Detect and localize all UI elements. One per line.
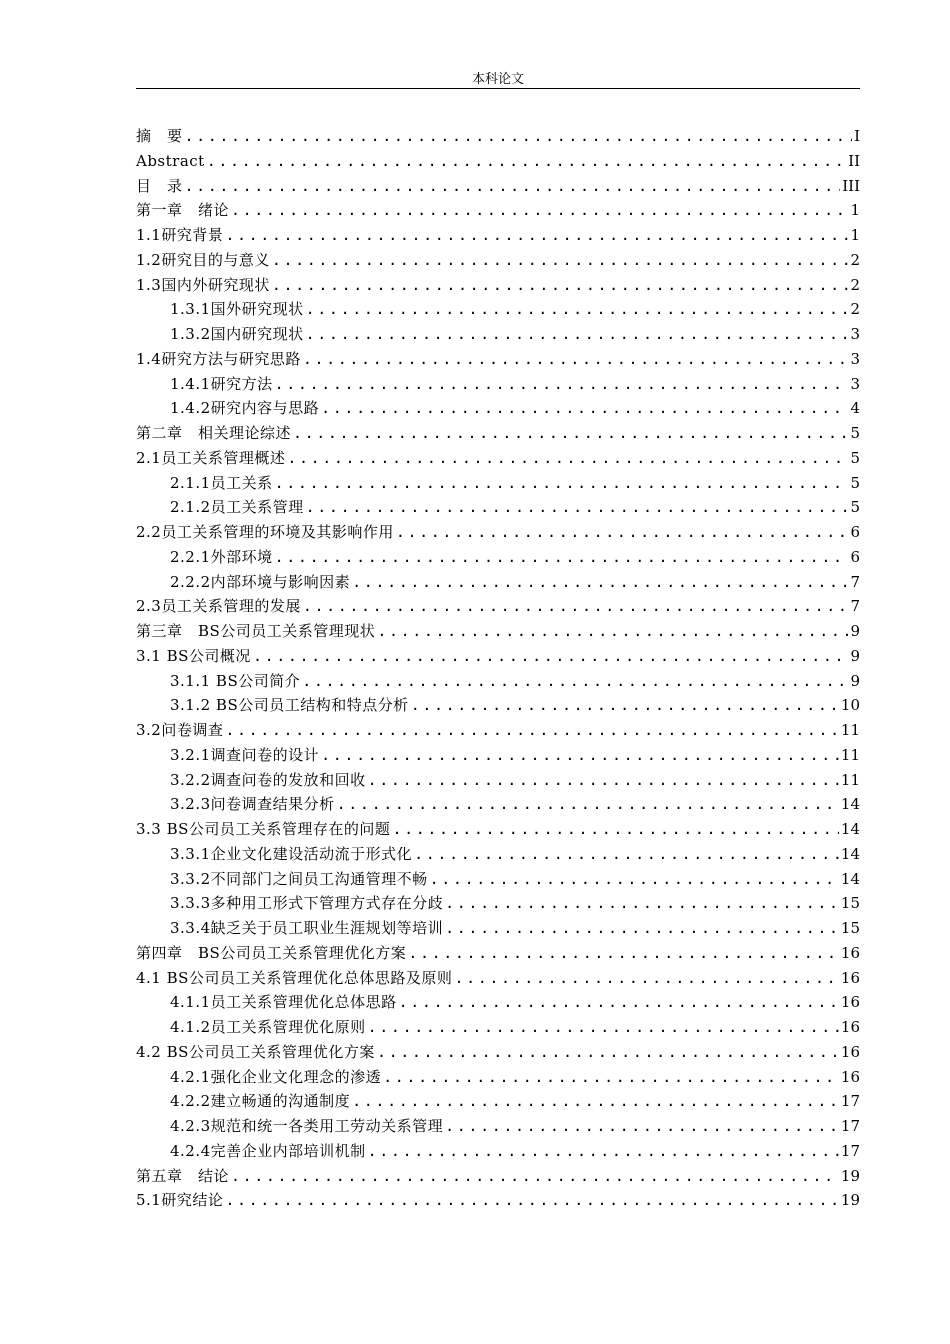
toc-entry-title: 1.3.2国内研究现状 xyxy=(170,325,304,343)
toc-entry-page-number: 2 xyxy=(850,300,860,319)
toc-entry-page-number: 2 xyxy=(850,250,860,269)
toc-dot-leader xyxy=(272,248,849,273)
toc-entry-page-number: 16 xyxy=(840,1018,860,1036)
toc-entry-title: 2.2.1外部环境 xyxy=(170,547,273,566)
toc-entry-title: 4.1.2员工关系管理优化原则 xyxy=(170,1018,366,1036)
toc-dot-leader xyxy=(377,619,848,644)
toc-entry-title: 第二章 相关理论综述 xyxy=(136,424,292,442)
toc-dot-leader xyxy=(414,842,839,867)
toc-dot-leader xyxy=(253,644,849,669)
toc-entry[interactable] xyxy=(136,471,860,496)
toc-entry-page-number: 17 xyxy=(840,1141,860,1160)
toc-entry[interactable] xyxy=(136,842,860,867)
toc-entry-title: 3.3 BS公司员工关系管理存在的问题 xyxy=(136,820,391,838)
toc-entry[interactable] xyxy=(136,867,860,892)
toc-dot-leader xyxy=(185,124,853,149)
toc-entry[interactable] xyxy=(136,223,860,248)
toc-entry-page-number: II xyxy=(848,151,860,170)
toc-entry[interactable] xyxy=(136,594,860,619)
toc-entry[interactable] xyxy=(136,446,860,471)
toc-entry[interactable] xyxy=(136,520,860,545)
toc-entry[interactable] xyxy=(136,421,860,446)
toc-entry-page-number: 1 xyxy=(850,201,860,220)
toc-entry-page-number: 14 xyxy=(840,844,860,863)
toc-dot-leader xyxy=(377,1040,839,1065)
toc-entry-page-number: 15 xyxy=(840,894,860,913)
toc-dot-leader xyxy=(392,817,838,842)
toc-dot-leader xyxy=(185,174,841,199)
toc-entry-title: 2.2员工关系管理的环境及其影响作用 xyxy=(136,523,394,541)
toc-entry[interactable] xyxy=(136,941,860,966)
toc-entry-page-number: 3 xyxy=(850,325,860,343)
toc-entry-title: 1.4.2研究内容与思路 xyxy=(170,399,320,418)
toc-entry-title: 2.1.2员工关系管理 xyxy=(170,498,304,517)
toc-entry-title: 3.3.2不同部门之间员工沟通管理不畅 xyxy=(170,869,428,888)
toc-dot-leader xyxy=(293,421,848,446)
toc-dot-leader xyxy=(408,941,839,966)
toc-dot-leader xyxy=(303,347,849,372)
toc-entry-title: 4.1 BS公司员工关系管理优化总体思路及原则 xyxy=(136,968,453,987)
toc-entry-title: 第四章 BS公司员工关系管理优化方案 xyxy=(136,943,407,962)
toc-entry-title: 3.1.1 BS公司简介 xyxy=(170,671,301,690)
toc-dot-leader xyxy=(275,545,849,570)
toc-dot-leader xyxy=(272,273,849,298)
toc-dot-leader xyxy=(445,1114,839,1139)
toc-entry-title: 2.1.1员工关系 xyxy=(170,473,273,492)
toc-entry-title: 第三章 BS公司员工关系管理现状 xyxy=(136,622,376,640)
toc-entry-page-number: 17 xyxy=(840,1117,860,1135)
header-divider xyxy=(136,88,860,89)
toc-entry[interactable] xyxy=(136,1065,860,1090)
toc-entry-title: 目 录 xyxy=(136,176,183,195)
toc-entry-page-number: 5 xyxy=(850,448,860,467)
toc-entry-page-number: 3 xyxy=(850,349,860,368)
toc-entry-page-number: III xyxy=(842,176,860,195)
toc-entry[interactable] xyxy=(136,718,860,743)
toc-entry[interactable] xyxy=(136,1040,860,1065)
toc-entry-title: 4.2 BS公司员工关系管理优化方案 xyxy=(136,1042,375,1061)
toc-entry-title: 4.2.4完善企业内部培训机制 xyxy=(170,1141,366,1160)
toc-dot-leader xyxy=(225,223,848,248)
toc-entry-page-number: 7 xyxy=(850,597,860,616)
toc-entry[interactable] xyxy=(136,1139,860,1164)
toc-entry-title: 1.1研究背景 xyxy=(136,226,224,244)
toc-dot-leader xyxy=(231,1164,839,1189)
toc-dot-leader xyxy=(321,743,839,768)
toc-dot-leader xyxy=(321,396,848,421)
toc-entry-page-number: 16 xyxy=(840,1067,860,1086)
toc-entry[interactable] xyxy=(136,396,860,421)
toc-entry-title: 3.2.2调查问卷的发放和回收 xyxy=(170,770,366,789)
toc-dot-leader xyxy=(275,372,849,397)
page-header: 本科论文 xyxy=(471,72,524,87)
toc-dot-leader xyxy=(396,520,849,545)
toc-entry-title: 4.2.3规范和统一各类用工劳动关系管理 xyxy=(170,1117,444,1135)
toc-entry-title: 4.1.1员工关系管理优化总体思路 xyxy=(170,993,397,1012)
toc-entry-page-number: 16 xyxy=(840,943,860,962)
toc-entry-title: 第一章 绪论 xyxy=(136,201,230,220)
toc-dot-leader xyxy=(337,792,839,817)
toc-dot-leader xyxy=(445,916,839,941)
toc-entry[interactable] xyxy=(136,619,860,644)
toc-entry[interactable] xyxy=(136,891,860,916)
toc-entry-page-number: 19 xyxy=(840,1166,860,1185)
toc-entry-page-number: 5 xyxy=(850,498,860,517)
toc-entry[interactable] xyxy=(136,1015,860,1040)
toc-entry[interactable] xyxy=(136,322,860,347)
toc-dot-leader xyxy=(287,446,848,471)
toc-entry[interactable] xyxy=(136,1164,860,1189)
toc-dot-leader xyxy=(368,1139,839,1164)
toc-entry-title: 1.3国内外研究现状 xyxy=(136,275,270,294)
toc-dot-leader xyxy=(430,867,839,892)
toc-entry-title: 2.2.2内部环境与影响因素 xyxy=(170,572,351,591)
toc-entry-page-number: 1 xyxy=(850,226,860,244)
toc-entry-title: 1.2研究目的与意义 xyxy=(136,250,270,269)
toc-entry-page-number: 2 xyxy=(850,275,860,294)
toc-dot-leader xyxy=(231,198,848,223)
toc-entry-page-number: 5 xyxy=(850,424,860,442)
toc-entry-page-number: 16 xyxy=(840,993,860,1012)
toc-entry[interactable] xyxy=(136,372,860,397)
toc-entry[interactable] xyxy=(136,495,860,520)
toc-entry[interactable] xyxy=(136,792,860,817)
toc-dot-leader xyxy=(399,990,839,1015)
toc-dot-leader xyxy=(303,594,849,619)
toc-entry[interactable] xyxy=(136,149,860,174)
toc-entry[interactable] xyxy=(136,817,860,842)
toc-entry[interactable] xyxy=(136,545,860,570)
toc-entry-title: 3.1.2 BS公司员工结构和特点分析 xyxy=(170,696,409,715)
toc-dot-leader xyxy=(306,297,849,322)
toc-entry-title: 第五章 结论 xyxy=(136,1166,230,1185)
toc-entry-title: 4.2.1强化企业文化理念的渗透 xyxy=(170,1067,382,1086)
toc-entry-page-number: 6 xyxy=(850,547,860,566)
toc-entry-page-number: 10 xyxy=(840,696,860,715)
toc-entry[interactable] xyxy=(136,669,860,694)
toc-entry-page-number: 7 xyxy=(850,572,860,591)
toc-entry-page-number: 11 xyxy=(840,745,860,764)
toc-entry-title: 2.3员工关系管理的发展 xyxy=(136,597,301,616)
toc-dot-leader xyxy=(225,718,839,743)
toc-entry-title: 摘 要 xyxy=(136,127,183,145)
toc-entry-page-number: 16 xyxy=(840,968,860,987)
toc-dot-leader xyxy=(225,1188,839,1213)
toc-entry-page-number: 9 xyxy=(850,622,860,640)
toc-dot-leader xyxy=(368,1015,839,1040)
toc-dot-leader xyxy=(207,149,846,174)
toc-entry-page-number: 9 xyxy=(850,671,860,690)
toc-entry[interactable] xyxy=(136,990,860,1015)
toc-entry-page-number: 17 xyxy=(840,1092,860,1111)
toc-entry-page-number: 11 xyxy=(840,770,860,789)
toc-entry-title: 3.1 BS公司概况 xyxy=(136,646,251,665)
toc-entry[interactable] xyxy=(136,570,860,595)
toc-entry-title: 3.3.3多种用工形式下管理方式存在分歧 xyxy=(170,894,444,913)
toc-entry-title: Abstract xyxy=(136,151,205,170)
toc-dot-leader xyxy=(368,768,839,793)
toc-dot-leader xyxy=(383,1065,839,1090)
toc-entry[interactable] xyxy=(136,248,860,273)
toc-entry[interactable] xyxy=(136,1188,860,1213)
toc-dot-leader xyxy=(411,693,839,718)
toc-entry[interactable] xyxy=(136,644,860,669)
toc-entry-page-number: 5 xyxy=(850,473,860,492)
toc-entry[interactable] xyxy=(136,743,860,768)
toc-dot-leader xyxy=(352,570,848,595)
toc-entry-title: 5.1研究结论 xyxy=(136,1191,224,1210)
toc-entry[interactable] xyxy=(136,198,860,223)
toc-dot-leader xyxy=(302,669,848,694)
toc-entry-page-number: I xyxy=(854,127,860,145)
table-of-contents xyxy=(136,124,860,1213)
toc-entry-page-number: 19 xyxy=(840,1191,860,1210)
toc-dot-leader xyxy=(306,495,849,520)
toc-dot-leader xyxy=(352,1089,839,1114)
toc-entry-page-number: 3 xyxy=(850,374,860,393)
toc-entry-page-number: 6 xyxy=(850,523,860,541)
toc-entry[interactable] xyxy=(136,693,860,718)
toc-entry[interactable] xyxy=(136,124,860,149)
toc-entry[interactable] xyxy=(136,273,860,298)
toc-entry-page-number: 11 xyxy=(840,721,860,739)
toc-entry-page-number: 16 xyxy=(840,1042,860,1061)
toc-entry-title: 3.3.1企业文化建设活动流于形式化 xyxy=(170,844,413,863)
toc-dot-leader xyxy=(445,891,839,916)
toc-entry-title: 3.2问卷调查 xyxy=(136,721,224,739)
toc-entry-title: 1.4.1研究方法 xyxy=(170,374,273,393)
toc-entry[interactable] xyxy=(136,1089,860,1114)
toc-entry[interactable] xyxy=(136,768,860,793)
toc-dot-leader xyxy=(306,322,849,347)
toc-entry[interactable] xyxy=(136,174,860,199)
toc-entry-page-number: 14 xyxy=(840,869,860,888)
toc-entry-title: 2.1员工关系管理概述 xyxy=(136,448,286,467)
toc-entry-title: 3.3.4缺乏关于员工职业生涯规划等培训 xyxy=(170,919,444,937)
toc-entry-page-number: 9 xyxy=(850,646,860,665)
toc-entry[interactable] xyxy=(136,916,860,941)
toc-entry-title: 3.2.3问卷调查结果分析 xyxy=(170,795,335,814)
toc-entry-title: 4.2.2建立畅通的沟通制度 xyxy=(170,1092,351,1111)
toc-entry-title: 1.4研究方法与研究思路 xyxy=(136,349,301,368)
toc-entry[interactable] xyxy=(136,966,860,991)
toc-entry[interactable] xyxy=(136,1114,860,1139)
toc-entry-page-number: 14 xyxy=(840,820,860,838)
toc-dot-leader xyxy=(275,471,849,496)
toc-entry[interactable] xyxy=(136,347,860,372)
toc-entry-page-number: 15 xyxy=(840,919,860,937)
toc-dot-leader xyxy=(454,966,838,991)
toc-entry-title: 3.2.1调查问卷的设计 xyxy=(170,745,320,764)
toc-entry[interactable] xyxy=(136,297,860,322)
toc-entry-page-number: 4 xyxy=(850,399,860,418)
toc-entry-title: 1.3.1国外研究现状 xyxy=(170,300,304,319)
toc-entry-page-number: 14 xyxy=(840,795,860,814)
